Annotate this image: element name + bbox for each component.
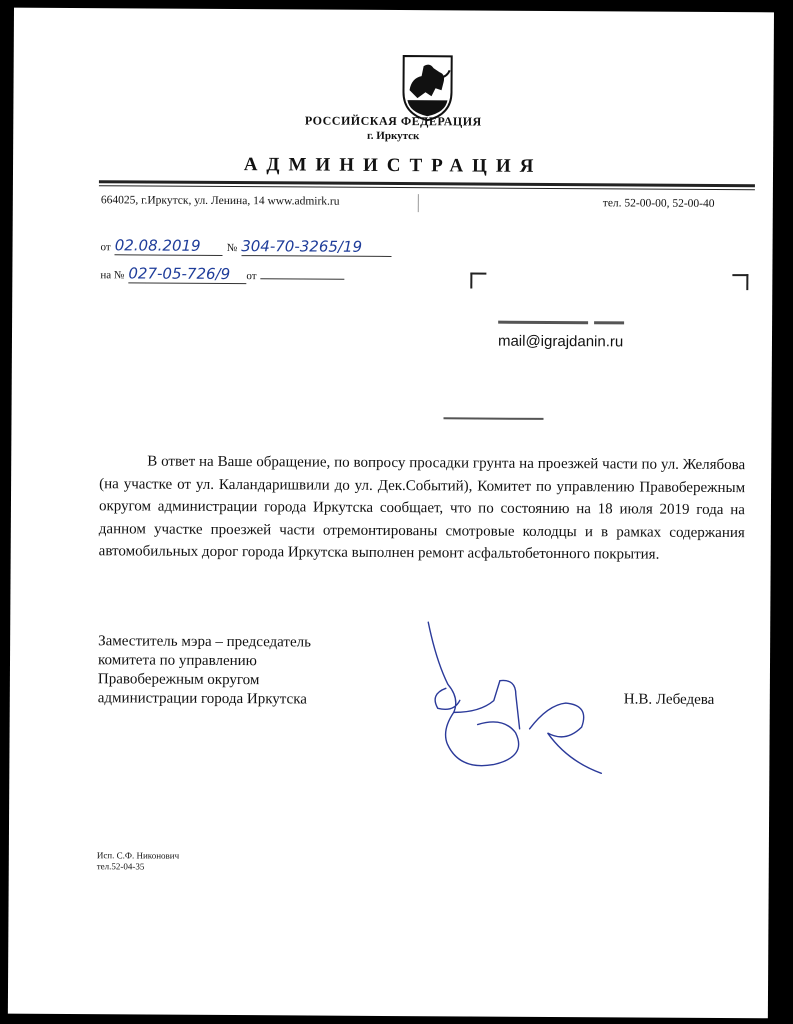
signer-position bbox=[98, 632, 311, 709]
administration-title: АДМИНИСТРАЦИЯ bbox=[243, 154, 543, 177]
from-label: от bbox=[100, 241, 111, 254]
reply-from-label: от bbox=[246, 270, 257, 283]
letter-page bbox=[8, 8, 774, 1019]
handwritten-signature bbox=[419, 620, 620, 781]
position-line: Заместитель мэра – председатель bbox=[98, 633, 312, 651]
recipient-email: mail@igrajdanin.ru bbox=[497, 332, 624, 351]
outgoing-reference bbox=[100, 236, 391, 257]
address-separator bbox=[418, 194, 419, 212]
position-line: Правобережным округом bbox=[97, 671, 260, 689]
recipient-name-fragment bbox=[443, 415, 543, 422]
position-line: администрации города Иркутска bbox=[97, 690, 308, 708]
reply-number-label: на № bbox=[100, 269, 125, 282]
letter-body: В ответ на Ваше обращение, по вопросу просадки грунта на проезжей части по ул. Желябова (на участке от ул. Каландаришвили до ул. Дек.Событий), Комитет по управлению Правобережным округом администрации города Иркутска сообщает, что по состоянию на 18 июля 2019 года на данном участке проезжей части отремонтированы смотровые колодцы и в рамках содержания автомобильных дорог города Иркутска выполнен ремонт асфальтобетонного покрытия. bbox=[98, 453, 746, 563]
city-name: г. Иркутск bbox=[367, 129, 420, 143]
recipient-address-fragment bbox=[498, 318, 638, 327]
federation-title: РОССИЙСКАЯ ФЕДЕРАЦИЯ bbox=[304, 113, 482, 129]
address-line: 664025, г.Иркутск, ул. Ленина, 14 www.admirk.ru bbox=[100, 194, 340, 208]
executor-info bbox=[97, 850, 179, 873]
executor-phone: тел.52-04-35 bbox=[96, 861, 145, 872]
incoming-reference bbox=[100, 264, 344, 284]
handwritten-number: 304-70-3265/19 bbox=[241, 237, 391, 257]
handwritten-reply-number: 027-05-726/9 bbox=[128, 264, 246, 284]
position-line: комитета по управлению bbox=[97, 652, 257, 670]
handwritten-date: 02.08.2019 bbox=[115, 236, 223, 256]
reply-date-blank bbox=[261, 266, 345, 280]
number-label: № bbox=[226, 241, 238, 255]
executor-name: Исп. С.Ф. Никонович bbox=[96, 850, 180, 861]
recipient-corner-right bbox=[732, 274, 748, 290]
signer-name: Н.В. Лебедева bbox=[623, 691, 715, 708]
irkutsk-coat-of-arms-icon bbox=[399, 52, 455, 122]
recipient-corner-left bbox=[470, 272, 486, 288]
phone-line: тел. 52-00-00, 52-00-40 bbox=[602, 197, 715, 210]
